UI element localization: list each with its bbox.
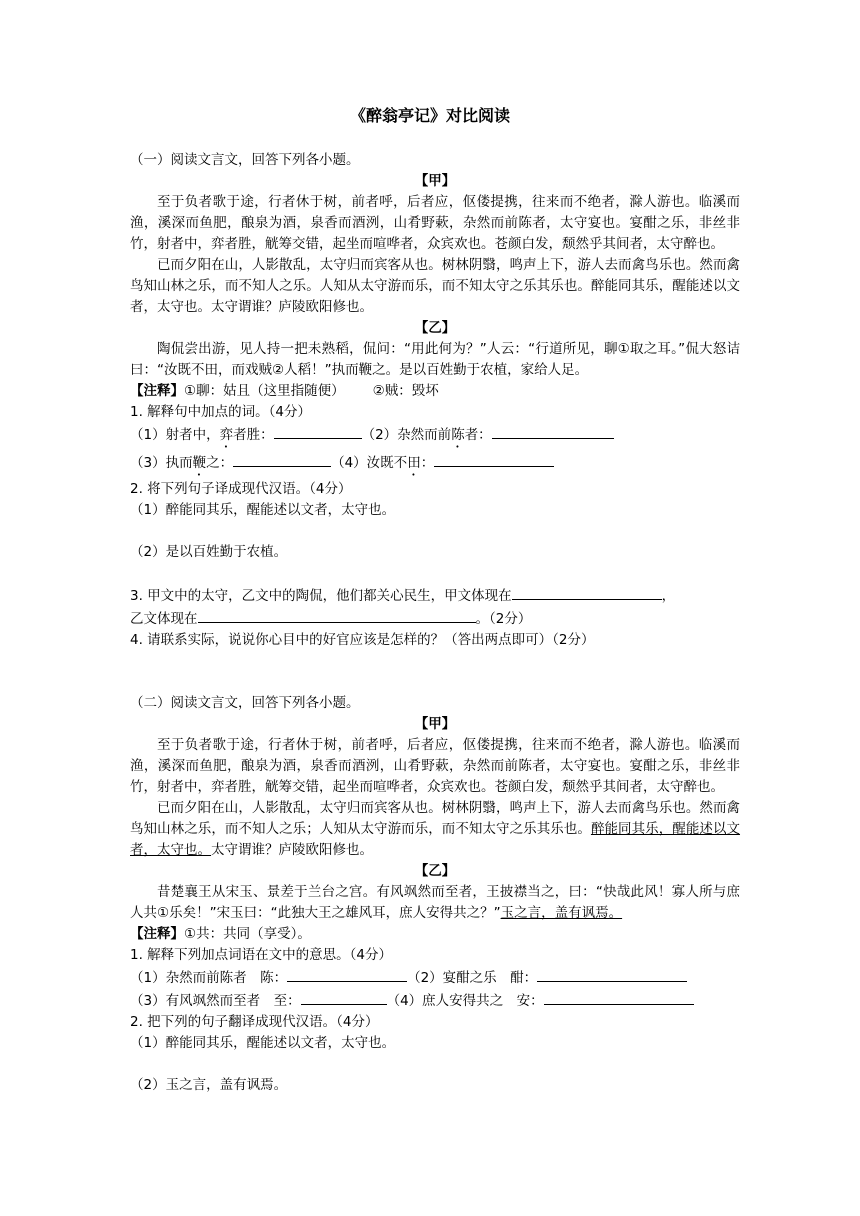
jia-paragraph-2: 已而夕阳在山，人影散乱，太守归而宾客从也。树林阴翳，鸣声上下，游人去而禽鸟乐也。然而禽鸟知山林之乐，而不知人之乐。人知从太守游而乐，而不知太守之乐其乐也。醉能同其乐，醒能述以文者，太守也。太守谓谁？庐陵欧阳修也。 [130, 257, 740, 315]
jia-paragraph-2-text: 已而夕阳在山，人影散乱，太守归而宾客从也。树林阴翳，鸣声上下，游人去而禽鸟乐也。然而禽鸟知山林之乐，而不知人之乐；人知从太守游而乐，而不知太守之乐其乐也。 [130, 800, 740, 837]
jia-label-2: 【甲】 [414, 716, 456, 732]
question-3-comma: ， [661, 588, 676, 604]
q1-item-1-text-end: 者胜： [233, 427, 274, 443]
annotation-label-2: 【注释】 [130, 926, 184, 942]
q1-s2-item-3: （3）有风飒然而至者 至： [130, 993, 301, 1009]
q1-s2-item-1: （1）杂然而前陈者 陈： [130, 970, 288, 986]
question-1-s2: 1. 解释下列加点词语在文中的意思。（4分） [130, 947, 393, 963]
section-two [130, 693, 740, 1096]
question-2-s2-item-1: （1）醉能同其乐，醒能述以文者，太守也。 [130, 1035, 396, 1051]
answer-blank[interactable] [301, 989, 387, 1005]
yi-label: 【乙】 [414, 320, 456, 336]
yi-paragraph-s2 [130, 882, 740, 924]
question-2-s2: 2. 把下列的句子翻译成现代汉语。（4分） [130, 1014, 379, 1030]
jia-paragraph-1-s2: 至于负者歌于途，行者休于树，前者呼，后者应，伛偻提携，往来而不绝者，滁人游也。临溪而渔，溪深而鱼肥，酿泉为酒，泉香而酒洌，山肴野蔌，杂然而前陈者，太守宴也。宴酣之乐，非丝非竹，射者中，弈者胜，觥筹交错，起坐而喧哗者，众宾欢也。苍颜白发，颓然乎其间者，太守醉也。 [130, 737, 740, 795]
section-one [130, 150, 740, 651]
answer-blank[interactable] [537, 966, 687, 982]
answer-blank[interactable] [287, 966, 407, 982]
q1-s2-item-2: （2）宴酣之乐 酣： [407, 970, 538, 986]
question-1-row-1 [130, 423, 740, 451]
q1-item-2-text-end: 者： [464, 427, 492, 443]
jia-label: 【甲】 [414, 173, 456, 189]
question-2-s2-item-2: （2）玉之言，盖有讽焉。 [130, 1077, 288, 1093]
underlined-sentence: 醉能同其乐，醒能述以文者，太守也。 [130, 821, 741, 858]
annotation-line [130, 381, 740, 402]
question-1-s2-row-2 [130, 989, 740, 1012]
jia-paragraph-2-end: 太守谓谁？庐陵欧阳修也。 [211, 842, 373, 858]
q1-item-4-dotted-word: 田 [407, 455, 421, 471]
q1-item-2-dotted-word: 陈 [451, 427, 465, 443]
q1-item-3-text-end: 之： [206, 455, 234, 471]
q1-item-2-text: （2）杂然而前 [361, 427, 452, 443]
section-two-intro: （二）阅读文言文，回答下列各小题。 [130, 695, 360, 711]
question-3-text: 3. 甲文中的太守，乙文中的陶侃，他们都关心民生，甲文体现在 [130, 588, 512, 604]
answer-blank[interactable] [434, 451, 554, 467]
annotation-2: ②贼：毁坏 [372, 383, 439, 399]
answer-blank[interactable] [544, 989, 694, 1005]
q1-item-4-text: （4）汝既不 [331, 455, 408, 471]
annotation-line-2 [130, 924, 740, 945]
question-1: 1. 解释句中加点的词。（4分） [130, 404, 312, 420]
question-3 [130, 584, 740, 607]
question-4: 4. 请联系实际，说说你心目中的好官应该是怎样的？（答出两点即可）（2分） [130, 632, 595, 648]
jia-paragraph-2-s2 [130, 798, 740, 861]
q1-s2-item-4: （4）庶人安得共之 安： [386, 993, 544, 1009]
question-2-item-2: （2）是以百姓勤于农植。 [130, 544, 288, 560]
yi-paragraph: 陶侃尝出游，见人持一把未熟稻，侃问：“用此何为？”人云：“行道所见，聊①取之耳。”侃大怒诘曰：“汝既不田，而戏贼②人稻！”执而鞭之。是以百姓勤于农植，家给人足。 [130, 341, 740, 378]
annotation-1: ①聊：姑且（这里指随便） [184, 383, 345, 399]
question-1-s2-row-1 [130, 966, 740, 989]
jia-paragraph-1: 至于负者歌于途，行者休于树，前者呼，后者应，伛偻提携，往来而不绝者，滁人游也。临溪而渔，溪深而鱼肥，酿泉为酒，泉香而酒洌，山肴野蔌，杂然而前陈者，太守宴也。宴酣之乐，非丝非竹，射者中，弈者胜，觥筹交错，起坐而喧哗者，众宾欢也。苍颜白发，颓然乎其间者，太守醉也。 [130, 194, 740, 252]
section-one-intro: （一）阅读文言文，回答下列各小题。 [130, 152, 360, 168]
question-2-item-1: （1）醉能同其乐，醒能述以文者，太守也。 [130, 502, 396, 518]
annotation-s2-1: ①共：共同（享受）。 [184, 926, 311, 942]
q1-item-4-text-end: ： [420, 455, 435, 471]
yi-paragraph-text: 昔楚襄王从宋玉、景差于兰台之宫。有风飒然而至者，王披襟当之，曰：“快哉此风！寡人所与庶人共①乐矣！”宋玉曰：“此独大王之雄风耳，庶人安得共之？” [130, 884, 740, 921]
question-3-text-2: 乙文体现在 [130, 611, 198, 627]
q1-item-1-text: （1）射者中， [130, 427, 220, 443]
answer-blank[interactable] [492, 423, 614, 439]
question-3-line-2 [130, 607, 740, 630]
answer-blank[interactable] [274, 423, 362, 439]
question-1-row-2 [130, 451, 740, 479]
q1-item-3-dotted-word: 鞭 [192, 455, 207, 471]
question-3-score: 。（2分） [475, 611, 532, 627]
yi-label-2: 【乙】 [414, 863, 456, 879]
q1-item-3-text: （3）执而 [130, 455, 193, 471]
underlined-sentence-yi: 玉之言，盖有讽焉。 [500, 905, 623, 921]
q1-item-1-dotted-word: 弈 [219, 427, 234, 443]
answer-blank[interactable] [233, 451, 331, 467]
annotation-label: 【注释】 [130, 383, 184, 399]
answer-blank[interactable] [198, 607, 476, 623]
question-2: 2. 将下列句子译成现代汉语。（4分） [130, 481, 352, 497]
answer-blank[interactable] [512, 584, 662, 600]
document-title: 《醉翁亭记》对比阅读 [349, 106, 510, 125]
